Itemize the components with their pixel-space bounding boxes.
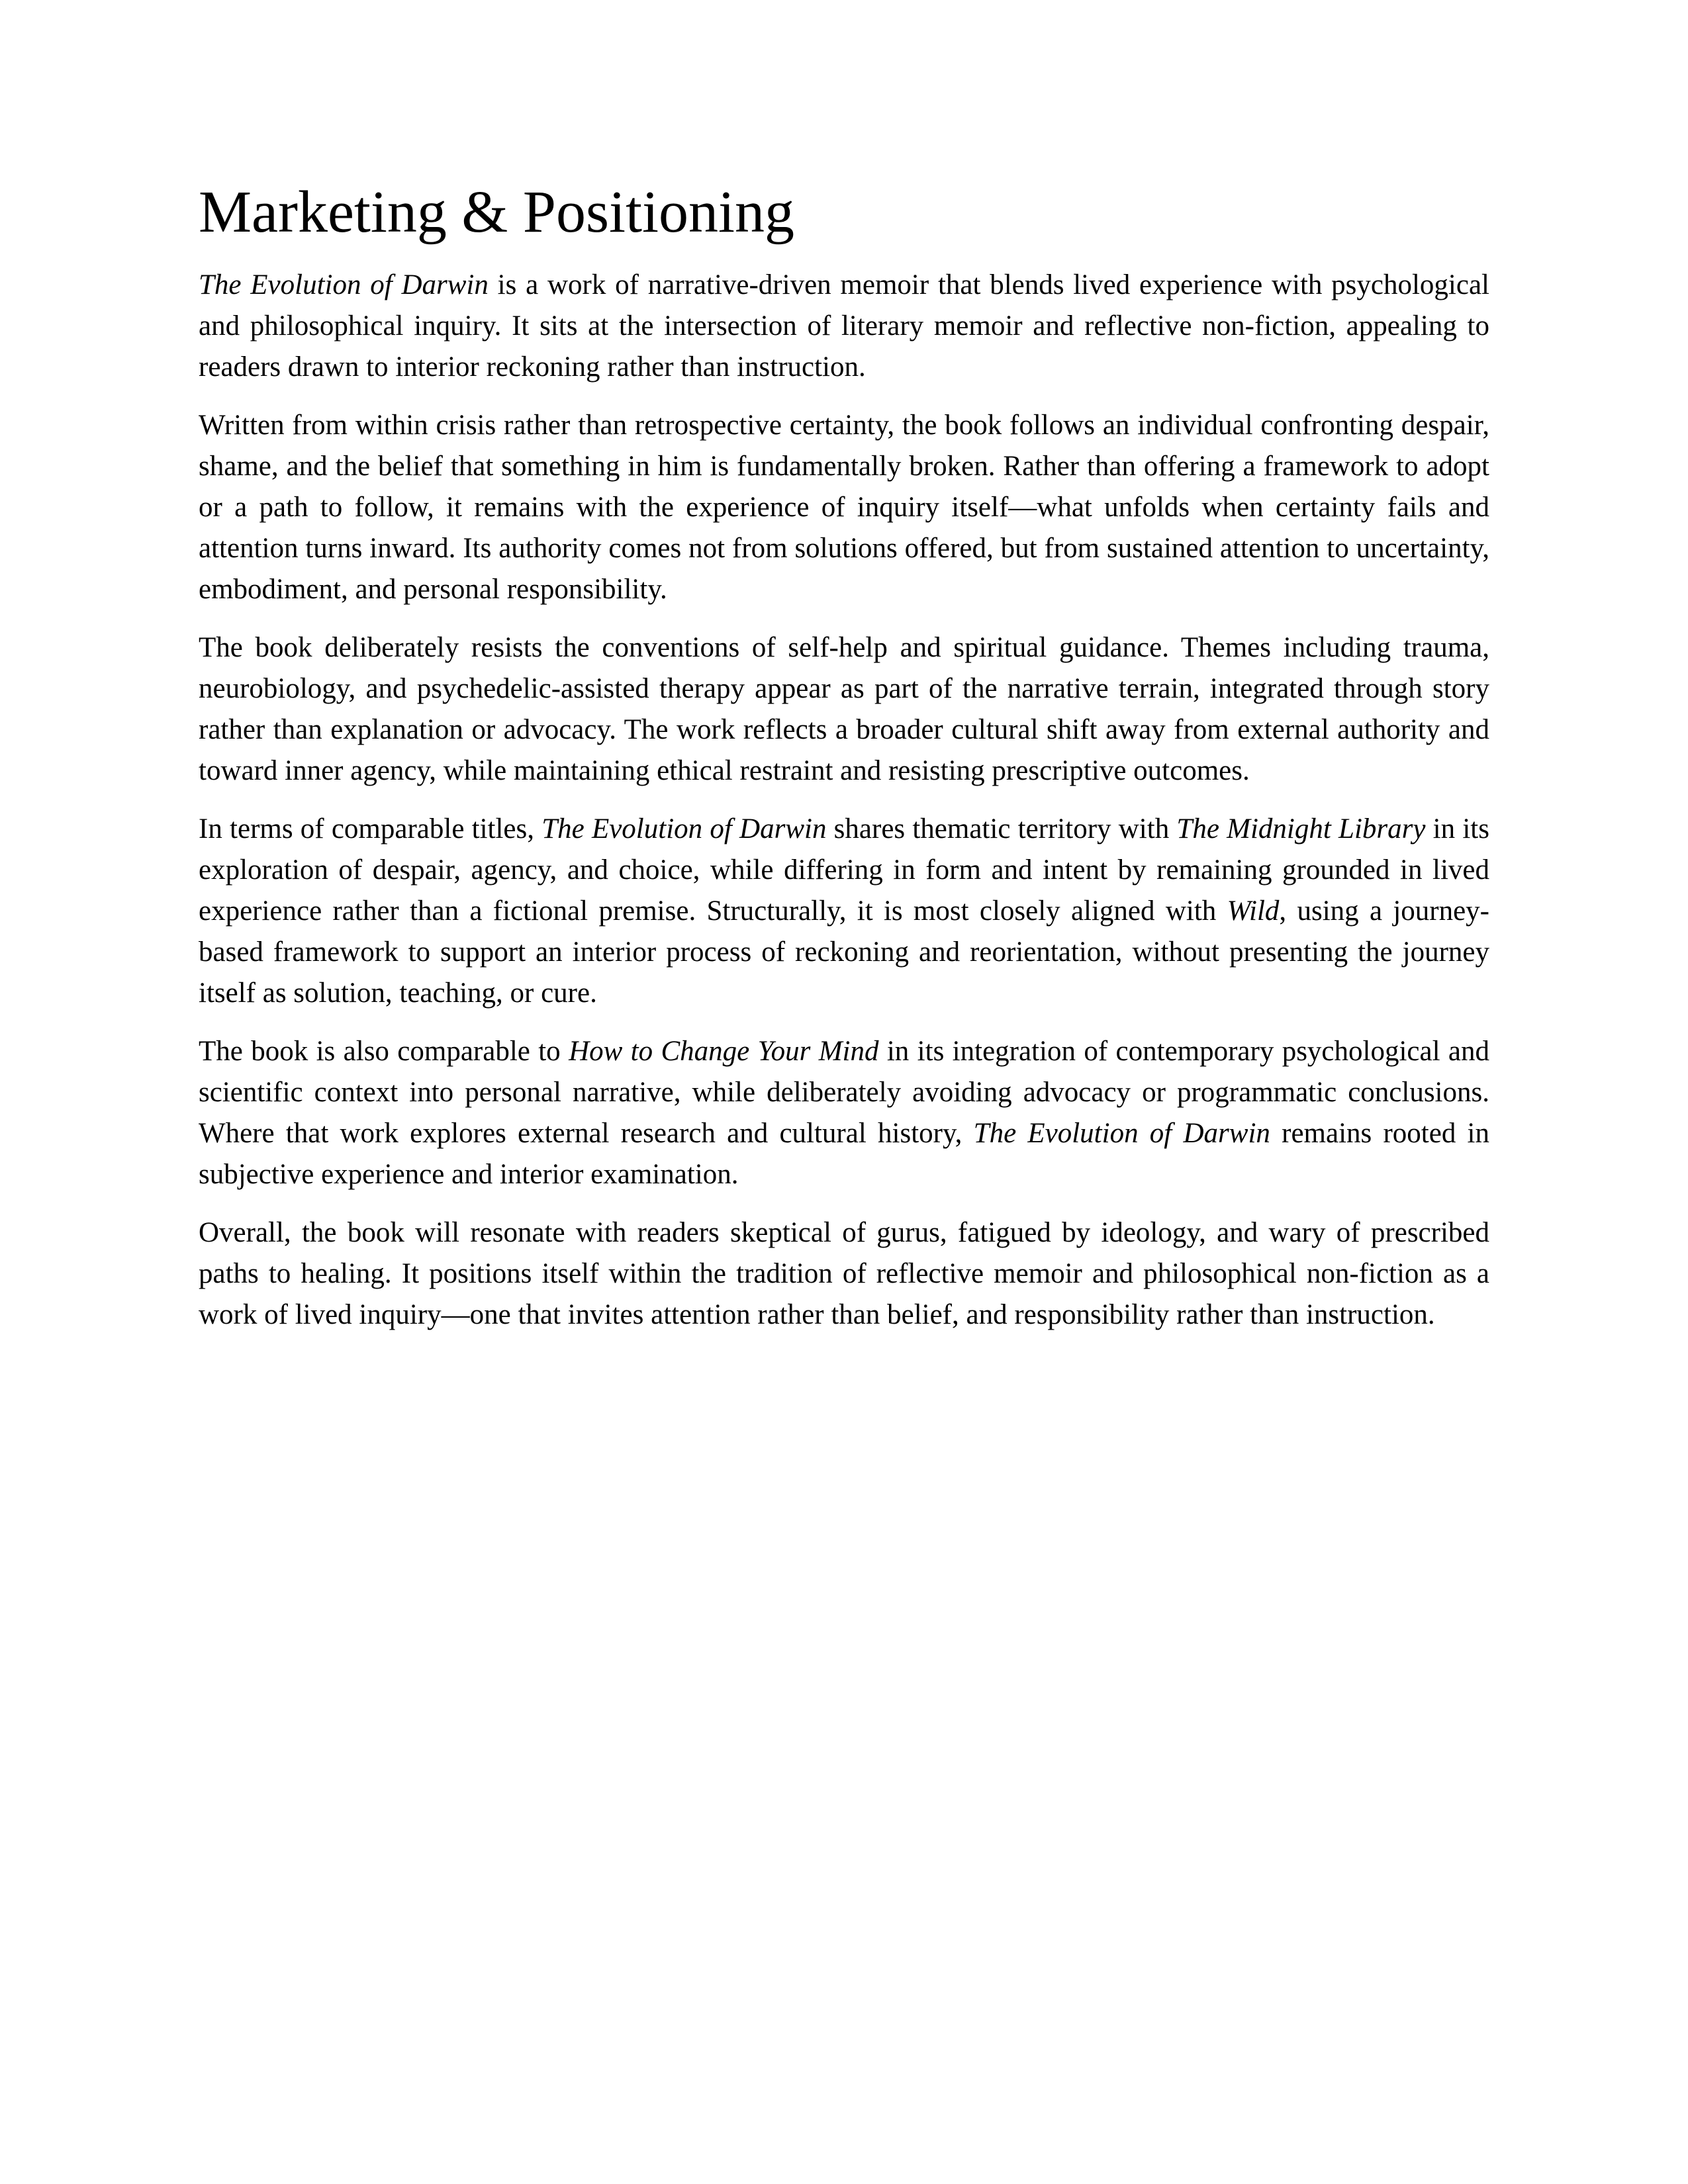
italic-text-run: The Evolution of Darwin: [199, 269, 489, 300]
document-body: [199, 265, 1489, 1336]
text-run: in its exploration of despair, agency, and choice, while differing in form and intent by remaining grounded in lived experience rather than a fictional premise. Structurally, it is most closely aligned with: [199, 813, 1489, 927]
page-title: Marketing & Positioning: [199, 179, 794, 245]
italic-text-run: The Midnight Library: [1176, 813, 1426, 844]
italic-text-run: Wild: [1227, 895, 1280, 927]
text-run: The book is also comparable to: [199, 1036, 569, 1067]
paragraph: [199, 265, 1489, 388]
text-run: in its integration of contemporary psychological and scientific context into personal narrative, while deliberately avoiding advocacy or programmatic conclusions. Where that work explores external research and cultural history,: [199, 1036, 1489, 1149]
text-run: is a work of narrative-driven memoir that blends lived experience with psychological and philosophical inquiry. It sits at the intersection of literary memoir and reflective non-fiction, appealing to readers drawn to interior reckoning rather than instruction.: [199, 269, 1489, 383]
italic-text-run: The Evolution of Darwin: [541, 813, 827, 844]
paragraph: [199, 627, 1489, 792]
italic-text-run: How to Change Your Mind: [569, 1036, 879, 1067]
text-run: In terms of comparable titles,: [199, 813, 542, 844]
text-run: , using a journey-based framework to support an interior process of reckoning and reorientation, without presenting the journey itself as solution, teaching, or cure.: [199, 895, 1490, 1009]
paragraph: [199, 1212, 1489, 1336]
text-run: shares thematic territory with: [826, 813, 1177, 844]
text-run: Overall, the book will resonate with readers skeptical of gurus, fatigued by ideology, and wary of prescribed paths to healing. It positions itself within the tradition of reflective memoir and philosophical non-fiction as a work of lived inquiry—one that invites attention rather than belief, and responsibility rather than instruction.: [199, 1217, 1489, 1330]
paragraph: [199, 405, 1489, 610]
text-run: The book deliberately resists the conventions of self-help and spiritual guidance. Themes including trauma, neurobiology, and psychedelic-assisted therapy appear as part of the narrative terrain, integrated through story rather than explanation or advocacy. The work reflects a broader cultural shift away from external authority and toward inner agency, while maintaining ethical restraint and resisting prescriptive outcomes.: [199, 632, 1489, 786]
text-run: Written from within crisis rather than retrospective certainty, the book follows an individual confronting despair, shame, and the belief that something in him is fundamentally broken. Rather than offering a framework to adopt or a path to follow, it remains with the experience of inquiry itself—what unfolds when certainty fails and attention turns inward. Its authority comes not from solutions offered, but from sustained attention to uncertainty, embodiment, and personal responsibility.: [199, 410, 1489, 605]
text-run: remains rooted in subjective experience and interior examination.: [199, 1118, 1490, 1190]
paragraph: [199, 809, 1489, 1014]
italic-text-run: The Evolution of Darwin: [973, 1118, 1270, 1149]
paragraph: [199, 1031, 1489, 1195]
